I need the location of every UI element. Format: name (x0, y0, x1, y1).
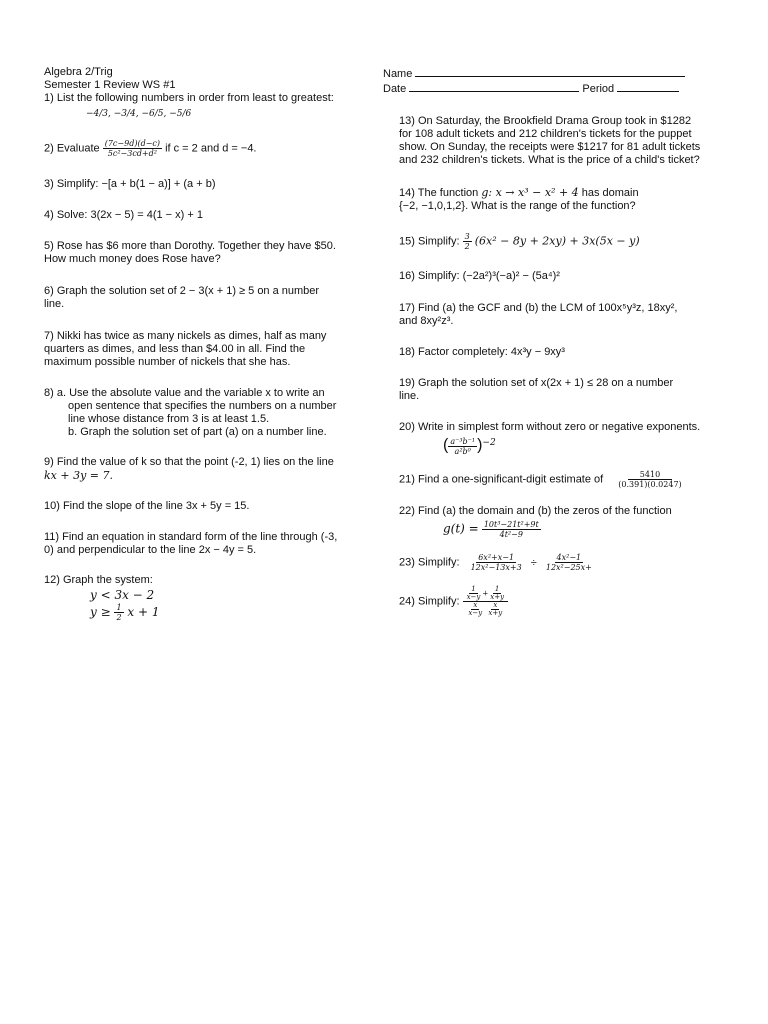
question-21-prefix: 21) Find a one-significant-digit estimate of (399, 473, 604, 486)
question-21-den: (0.391)(0.0247) (618, 480, 682, 490)
question-24-top (463, 586, 508, 602)
question-21 (383, 470, 733, 489)
question-7-line-3: maximum possible number of nickels that she has. (44, 356, 291, 368)
question-8-line-1: 8) a. Use the absolute value and the variable x to write an (44, 387, 325, 399)
question-2-numerator: (7c−9d)(d−c) (104, 139, 160, 148)
question-9-line-2: kx + 3y = 7. (44, 469, 113, 482)
worksheet-title: Semester 1 Review WS #1 (44, 79, 176, 91)
question-20-label: 20) Write in simplest form without zero or negative exponents. (399, 421, 701, 433)
question-2-denominator: 5c²−3cd+d² (107, 149, 157, 158)
question-17 (383, 302, 733, 328)
question-15-num: 3 (464, 232, 470, 241)
question-24 (383, 586, 733, 617)
question-12-ineq2-lhs: y ≥ (90, 605, 111, 619)
question-2-fraction (103, 139, 162, 158)
question-2-prefix: 2) Evaluate (44, 142, 100, 155)
question-9 (44, 456, 374, 482)
question-7-line-2: quarters as dimes, and less than $4.00 in all. Find the (44, 343, 306, 355)
question-5 (44, 240, 374, 266)
question-8-line-2: open sentence that specifies the numbers on a number (68, 400, 337, 412)
question-22-lhs: g(t) = (443, 521, 479, 536)
question-24-plus: + (482, 589, 489, 598)
question-13-line-3: show. On Sunday, the receipts were $1217 for 81 adult tickets (399, 141, 701, 153)
question-24-bot-b (486, 602, 504, 617)
question-13-line-2: for 108 adult tickets and 212 children's tickets for the puppet (399, 128, 692, 140)
question-7 (44, 330, 374, 369)
question-3: 3) Simplify: −[a + b(1 − a)] + (a + b) (44, 178, 216, 190)
question-24-top-a-num: 1 (471, 585, 476, 594)
question-1: 1) List the following numbers in order from least to greatest: (44, 92, 334, 104)
question-18: 18) Factor completely: 4x³y − 9xy³ (399, 346, 565, 358)
question-20-exponent: −2 (482, 438, 496, 448)
name-label: Name (383, 68, 413, 80)
question-17-line-1: 17) Find (a) the GCF and (b) the LCM of 100x⁵y³z, 18xy², (399, 302, 678, 314)
question-15 (383, 232, 733, 251)
left-column (44, 66, 374, 622)
question-20-den: a²b⁰ (454, 447, 471, 457)
question-14-line-2: {−2, −1,0,1,2}. What is the range of the function? (399, 200, 636, 212)
question-24-top-b-den: x+y (490, 593, 505, 602)
question-15-math: (6x² − 8y + 2xy) + 3x(5x − y) (474, 234, 640, 248)
question-8 (44, 387, 374, 439)
question-22-label: 22) Find (a) the domain and (b) the zeros of the function (399, 505, 672, 518)
question-12-inequality-2 (44, 603, 374, 622)
question-22 (383, 505, 733, 539)
question-5-line-1: 5) Rose has $6 more than Dorothy. Together they have $50. (44, 240, 336, 252)
question-24-bot-a-num: x (473, 601, 478, 610)
question-1-numbers (44, 107, 374, 121)
question-24-top-b-num: 1 (494, 585, 500, 594)
question-14-suffix: has domain (581, 187, 639, 199)
date-blank[interactable] (409, 81, 579, 92)
question-21-num: 5410 (628, 470, 672, 480)
question-24-bot-a-den: x−y (468, 609, 483, 618)
question-4: 4) Solve: 3(2x − 5) = 4(1 − x) + 1 (44, 209, 203, 221)
question-7-line-1: 7) Nikki has twice as many nickels as dimes, half as many (44, 330, 327, 342)
question-19 (383, 377, 733, 403)
question-23-num-1: 6x²+x−1 (478, 553, 515, 563)
question-12 (44, 574, 374, 622)
question-23-den-2: 12x²−25x+ (545, 563, 592, 573)
question-23-prefix: 23) Simplify: (399, 556, 460, 569)
question-15-prefix: 15) Simplify: (399, 235, 460, 248)
right-column (383, 66, 733, 617)
question-6 (44, 285, 374, 311)
question-16: 16) Simplify: (−2a²)³(−a)² − (5a⁴)² (399, 270, 560, 282)
question-24-bot-b-den: x+y (488, 609, 503, 618)
question-24-bot-a (466, 602, 484, 617)
course-title: Algebra 2/Trig (44, 66, 113, 78)
question-22-den: 4t²−9 (499, 530, 523, 540)
question-8-line-4: b. Graph the solution set of part (a) on a number line. (68, 426, 327, 438)
question-23 (383, 553, 733, 572)
period-blank[interactable] (617, 81, 679, 92)
question-22-fraction (482, 520, 541, 539)
question-24-top-a-den: x−y (466, 593, 481, 602)
question-14-prefix: 14) The function (399, 187, 479, 199)
question-20-num: a⁻³b⁻¹ (450, 437, 476, 447)
question-14-math: g: x → x³ − x² + 4 (481, 186, 579, 199)
question-15-fraction (463, 232, 472, 251)
question-13-line-1: 13) On Saturday, the Brookfield Drama Group took in $1282 (399, 115, 692, 127)
question-9-line-1: 9) Find the value of k so that the point (-2, 1) lies on the line (44, 456, 334, 468)
question-24-complex-fraction (463, 586, 508, 617)
date-label: Date (383, 83, 407, 95)
question-20-right-paren: ) (477, 436, 483, 454)
question-12-label: 12) Graph the system: (44, 574, 153, 586)
question-11 (44, 531, 374, 557)
question-20-left-paren: ( (443, 436, 449, 454)
question-11-line-1: 11) Find an equation in standard form of the line through (-3, (44, 531, 338, 543)
question-12-ineq2-num: 1 (116, 603, 122, 612)
question-8-line-3: line whose distance from 3 is at least 1.5. (68, 413, 270, 425)
question-22-function (399, 520, 733, 539)
question-20 (383, 421, 733, 456)
question-24-top-a (465, 586, 483, 601)
question-6-line-2: line. (44, 298, 65, 310)
question-14 (383, 186, 733, 213)
question-23-operator: ÷ (530, 556, 537, 569)
question-24-bottom (464, 602, 506, 617)
question-21-fraction (616, 470, 683, 489)
question-19-line-1: 19) Graph the solution set of x(2x + 1) ≤ 28 on a number (399, 377, 674, 389)
question-24-prefix: 24) Simplify: (399, 595, 460, 608)
question-17-line-2: and 8xy²z³. (399, 315, 454, 327)
question-23-fraction-2 (544, 553, 594, 572)
question-19-line-2: line. (399, 390, 420, 402)
question-23-num-2: 4x²−1 (556, 553, 582, 563)
question-1-math: −4/3, −3/4, −6/5, −5/6 (86, 109, 192, 119)
period-label: Period (582, 83, 615, 95)
question-5-line-2: How much money does Rose have? (44, 253, 221, 265)
question-23-den-1: 12x²−13x+3 (470, 563, 522, 573)
question-13-line-4: and 232 children's tickets. What is the price of a child's ticket? (399, 154, 700, 166)
question-6-line-1: 6) Graph the solution set of 2 − 3(x + 1) ≥ 5 on a number (44, 285, 320, 297)
question-12-ineq2-den: 2 (116, 613, 122, 622)
question-11-line-2: 0) and perpendicular to the line 2x − 4y = 5. (44, 544, 257, 556)
question-12-inequality-1: y < 3x − 2 (90, 588, 155, 602)
question-12-ineq2-rhs: x + 1 (127, 605, 160, 619)
question-15-den: 2 (464, 242, 470, 251)
name-blank[interactable] (415, 66, 685, 77)
name-field[interactable] (383, 66, 733, 81)
date-field[interactable] (383, 81, 733, 96)
question-20-fraction (448, 437, 477, 456)
question-23-fraction-1 (469, 553, 524, 572)
question-24-bot-b-num: x (493, 601, 498, 610)
question-20-expression (399, 437, 733, 456)
question-2 (44, 139, 374, 158)
question-22-num: 10t³−21t²+9t (483, 520, 539, 530)
question-24-top-b (488, 586, 506, 601)
question-10: 10) Find the slope of the line 3x + 5y = 15. (44, 500, 250, 512)
question-14-line-1 (399, 186, 733, 200)
question-13 (383, 115, 733, 167)
question-2-suffix: if c = 2 and d = −4. (165, 142, 257, 155)
question-12-ineq2-fraction (114, 603, 123, 622)
